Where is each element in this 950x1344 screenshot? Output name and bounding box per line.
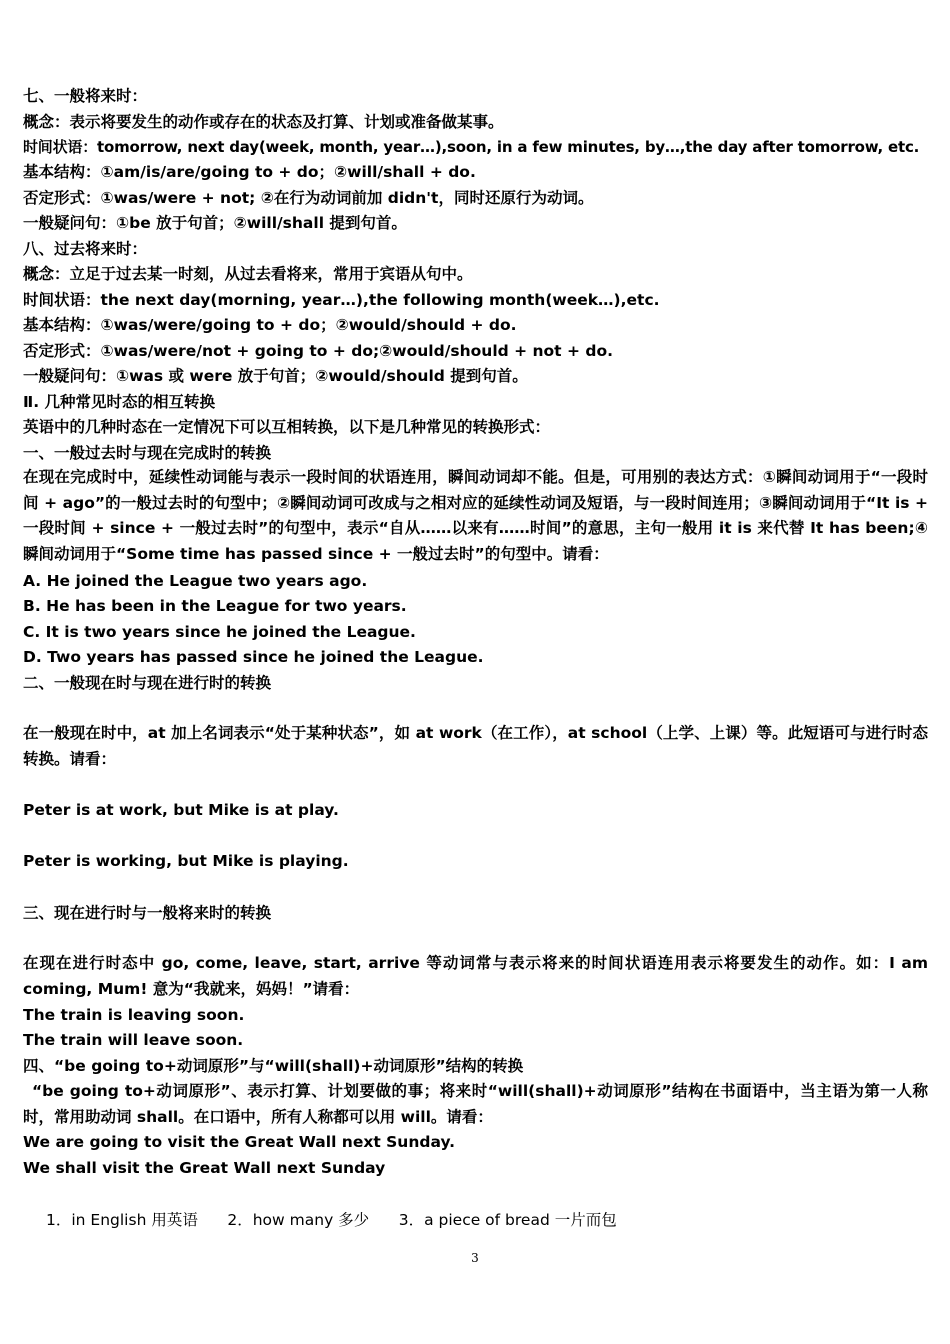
future-time-adverbials: 时间状语：tomorrow, next day(week, month, year…),soon, in a few minutes, by…,the day after tomorrow, etc. <box>23 138 920 156</box>
example-d: D. Two years has passed since he joined the League. <box>23 648 484 666</box>
future-structure: 基本结构：①am/is/are/going to + do；②will/shall + do. <box>23 163 476 181</box>
past-future-question: 一般疑问句：①was 或 were 放于句首；②would/should 提到句首。 <box>23 367 528 385</box>
past-future-structure: 基本结构：①was/were/going to + do；②would/should + do. <box>23 316 517 334</box>
part-two-heading: Ⅱ. 几种常见时态的相互转换 <box>23 393 215 411</box>
section-heading-past-future: 八、过去将来时： <box>23 240 148 258</box>
example-train-leaving: The train is leaving soon. <box>23 1006 245 1024</box>
example-c: C. It is two years since he joined the League. <box>23 623 416 641</box>
paragraph-progressive-future-conversion: 在现在进行时态中 go, come, leave, start, arrive 等动词常与表示将来的时间状语连用表示将要发生的动作。如：I am coming, Mum! 意为“我就来，妈妈！”请看： <box>23 954 928 998</box>
vocabulary-line: 1．in English 用英语 2．how many 多少 3．a piece of bread 一片而包 <box>46 1211 617 1229</box>
past-future-concept: 概念：立足于过去某一时刻，从过去看将来，常用于宾语从句中。 <box>23 265 473 283</box>
example-train-will-leave: The train will leave soon. <box>23 1031 244 1049</box>
example-b: B. He has been in the League for two years. <box>23 597 407 615</box>
section-heading-future: 七、一般将来时： <box>23 87 148 105</box>
future-concept: 概念：表示将要发生的动作或存在的状态及打算、计划或准备做某事。 <box>23 113 504 131</box>
past-future-time-adverbials: 时间状语：the next day(morning, year…),the following month(week…),etc. <box>23 291 660 309</box>
part-two-intro: 英语中的几种时态在一定情况下可以互相转换，以下是几种常见的转换形式： <box>23 418 551 436</box>
heading-going-to-will-conversion: 四、“be going to+动词原形”与“will(shall)+动词原形”结构的转换 <box>23 1057 524 1075</box>
heading-progressive-future-conversion: 三、现在进行时与一般将来时的转换 <box>23 904 272 922</box>
paragraph-past-perfect-conversion: 在现在完成时中，延续性动词能与表示一段时间的状语连用，瞬间动词却不能。但是，可用别的表达方式：①瞬间动词用于“一段时间 + ago”的一般过去时的句型中；②瞬间动词可改成与之相对应的延续性动词及短语，与一段时间连用；③瞬间动词用于“It is + 一段时间 + since + 一般过去时”的句型中，表示“自从……以来有……时间”的意思，主句一般用 it is 来代替 It has been;④瞬间动词用于“Some time has passed since + 一般过去时”的句型中。请看： <box>23 468 928 563</box>
heading-past-perfect-conversion: 一、一般过去时与现在完成时的转换 <box>23 444 272 462</box>
example-shall-visit: We shall visit the Great Wall next Sunday <box>23 1159 386 1177</box>
paragraph-going-to-will-conversion: “be going to+动词原形”、表示打算、计划要做的事；将来时“will(shall)+动词原形”结构在书面语中，当主语为第一人称时，常用助动词 shall。在口语中，所有人称都可以用 will。请看： <box>23 1082 928 1126</box>
example-a: A. He joined the League two years ago. <box>23 572 368 590</box>
paragraph-present-progressive-conversion: 在一般现在时中，at 加上名词表示“处于某种状态”，如 at work（在工作），at school（上学、上课）等。此短语可与进行时态转换。请看： <box>23 724 928 768</box>
future-negative: 否定形式：①was/were + not; ②在行为动词前加 didn't，同时还原行为动词。 <box>23 189 594 207</box>
page-number: 3 <box>471 1251 479 1265</box>
example-at-work: Peter is at work, but Mike is at play. <box>23 801 339 819</box>
heading-present-progressive-conversion: 二、一般现在时与现在进行时的转换 <box>23 674 272 692</box>
future-question: 一般疑问句：①be 放于句首；②will/shall 提到句首。 <box>23 214 407 232</box>
example-going-to-visit: We are going to visit the Great Wall next Sunday. <box>23 1133 456 1151</box>
past-future-negative: 否定形式：①was/were/not + going to + do;②would/should + not + do. <box>23 342 614 360</box>
example-working: Peter is working, but Mike is playing. <box>23 852 349 870</box>
